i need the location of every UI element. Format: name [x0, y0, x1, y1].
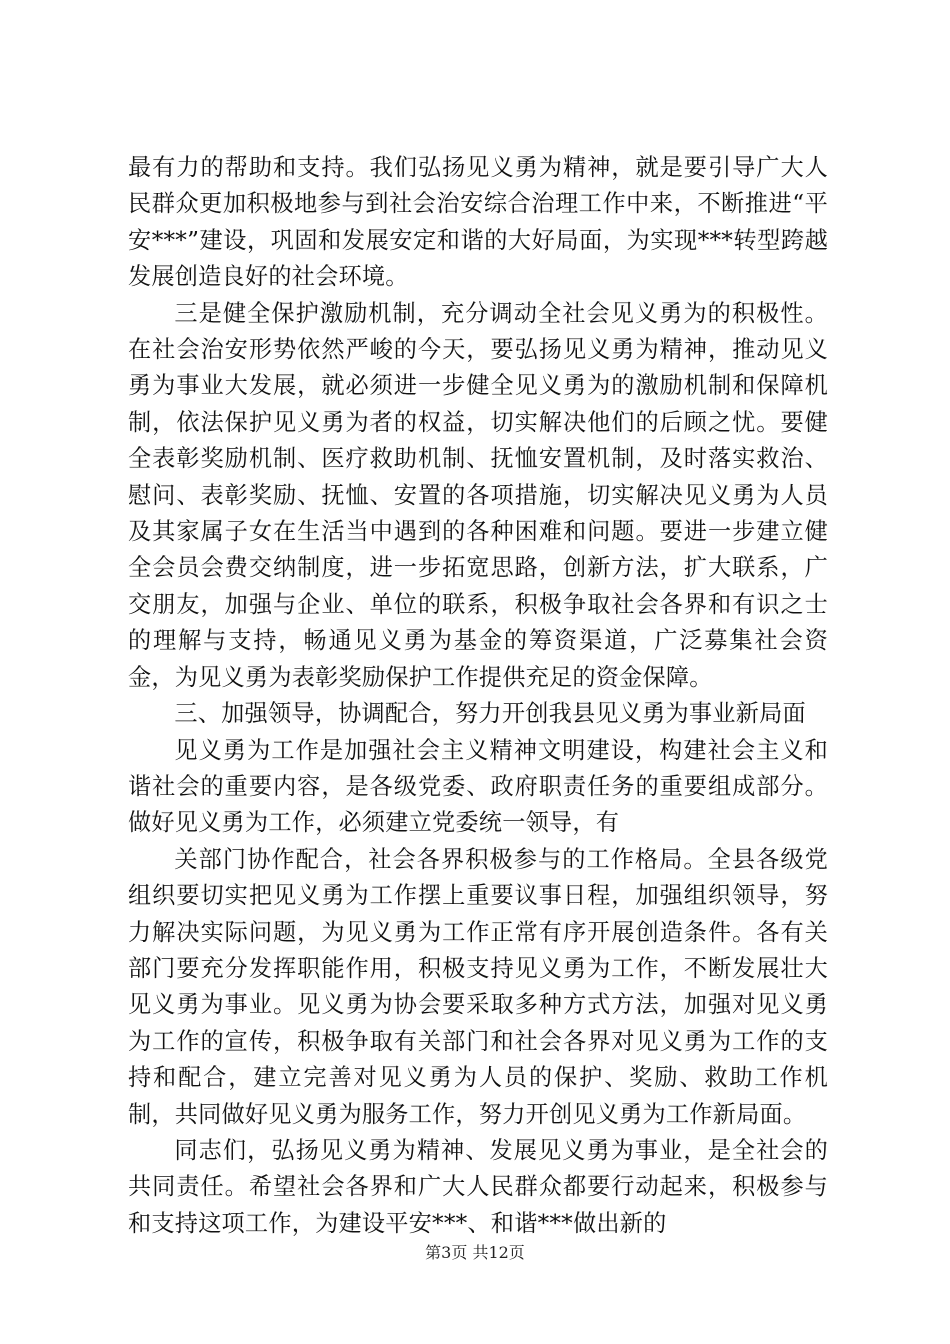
paragraph-1: 最有力的帮助和支持。我们弘扬见义勇为精神，就是要引导广大人民群众更加积极地参与到社会治安综合治理工作中来，不断推进“平安***”建设，巩固和发展安定和谐的大好局面，为实现***转型跨越发展创造良好的社会环境。	[128, 154, 828, 291]
paragraph-4: 关部门协作配合，社会各界积极参与的工作格局。全县各级党组织要切实把见义勇为工作摆上重要议事日程，加强组织领导，努力解决实际问题，为见义勇为工作正常有序开展创造条件。各有关部门要充分发挥职能作用，积极支持见义勇为工作，不断发展壮大见义勇为事业。见义勇为协会要采取多种方式方法，加强对见义勇为工作的宣传，积极争取有关部门和社会各界对见义勇为工作的支持和配合，建立完善对见义勇为人员的保护、奖励、救助工作机制，共同做好见义勇为服务工作，努力开创见义勇为工作新局面。	[128, 845, 828, 1128]
document-body	[128, 150, 828, 1242]
paragraph-2: 三是健全保护激励机制，充分调动全社会见义勇为的积极性。在社会治安形势依然严峻的今天，要弘扬见义勇为精神，推动见义勇为事业大发展，就必须进一步健全见义勇为的激励机制和保障机制，依法保护见义勇为者的权益，切实解决他们的后顾之忧。要健全表彰奖励机制、医疗救助机制、抚恤安置机制，及时落实救治、慰问、表彰奖励、抚恤、安置的各项措施，切实解决见义勇为人员及其家属子女在生活当中遇到的各种困难和问题。要进一步建立健全会员会费交纳制度，进一步拓宽思路，创新方法，扩大联系，广交朋友，加强与企业、单位的联系，积极争取社会各界和有识之士的理解与支持，畅通见义勇为基金的筹资渠道，广泛募集社会资金，为见义勇为表彰奖励保护工作提供充足的资金保障。	[128, 299, 828, 691]
paragraph-5: 同志们，弘扬见义勇为精神、发展见义勇为事业，是全社会的共同责任。希望社会各界和广大人民群众都要行动起来，积极参与和支持这项工作，为建设平安***、和谐***做出新的	[128, 1136, 828, 1237]
paragraph-3: 见义勇为工作是加强社会主义精神文明建设，构建社会主义和谐社会的重要内容，是各级党委、政府职责任务的重要组成部分。做好见义勇为工作，必须建立党委统一领导，有	[128, 736, 828, 837]
page-number-footer: 第3页 共12页	[425, 1243, 525, 1262]
section-heading: 三、加强领导，协调配合，努力开创我县见义勇为事业新局面	[174, 700, 806, 728]
